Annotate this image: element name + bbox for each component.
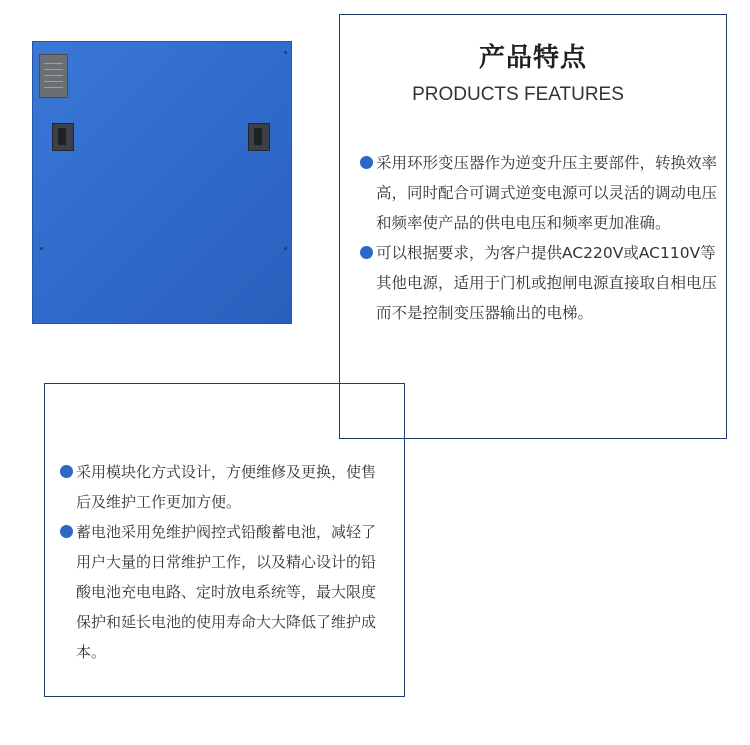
features-list-right (360, 148, 726, 328)
screw-bottom-right (284, 247, 287, 250)
bullet-icon (360, 156, 373, 169)
feature-text: 蓄电池采用免维护阀控式铅酸蓄电池，减轻了用户大量的日常维护工作，以及精心设计的铅酸电池充电电路、定时放电系统等，最大限度保护和延长电池的使用寿命大大降低了维护成本。 (76, 523, 377, 661)
screw-bottom-left (40, 247, 43, 250)
page-subtitle: PRODUCTS FEATURES (412, 84, 624, 105)
feature-item (360, 148, 726, 238)
feature-text: 采用模块化方式设计，方便维修及更换，使售后及维护工作更加方便。 (76, 463, 377, 511)
nameplate (39, 54, 68, 98)
bullet-icon (360, 246, 373, 259)
cabinet-handle-right (248, 123, 270, 151)
cabinet-handle-left (52, 123, 74, 151)
feature-text: 可以根据要求，为客户提供AC220V或AC110V等其他电源，适用于门机或抱闸电源直接取自相电压而不是控制变压器输出的电梯。 (376, 244, 718, 322)
feature-text: 采用环形变压器作为逆变升压主要部件，转换效率高，同时配合可调式逆变电源可以灵活的调动电压和频率使产品的供电电压和频率更加准确。 (376, 154, 718, 232)
feature-item (360, 238, 726, 328)
features-list-left (60, 457, 390, 667)
feature-item (60, 517, 390, 667)
feature-item (60, 457, 390, 517)
screw-top-right (284, 51, 287, 54)
bullet-icon (60, 465, 73, 478)
bullet-icon (60, 525, 73, 538)
product-photo (32, 41, 292, 324)
page-title: 产品特点 (478, 43, 587, 73)
